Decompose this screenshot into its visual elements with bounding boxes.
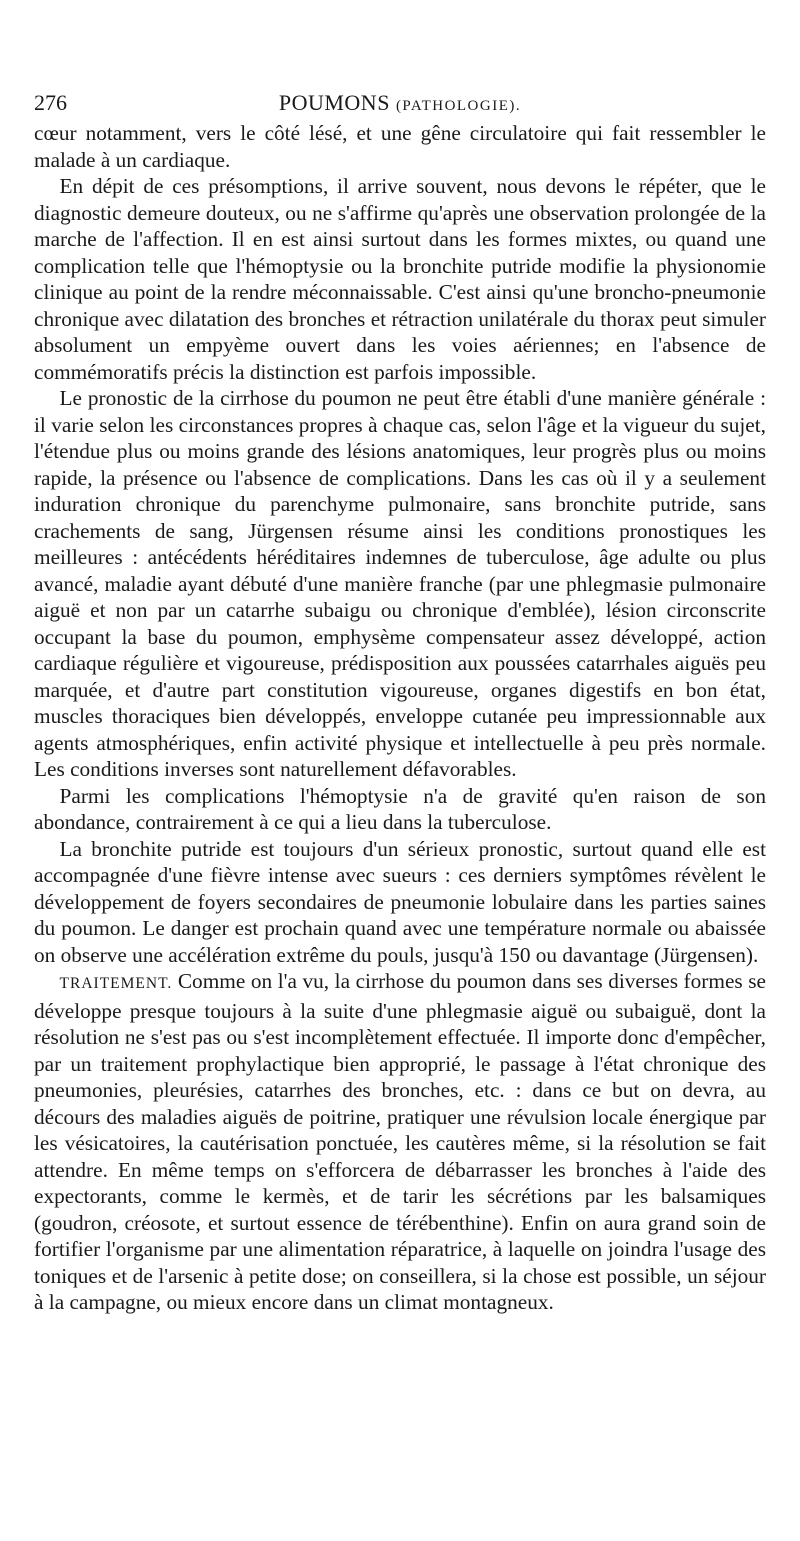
body-text bbox=[34, 120, 766, 1316]
page-header bbox=[34, 88, 766, 118]
paragraph-prognosis bbox=[34, 385, 766, 783]
paragraph-text: cœur notamment, vers le côté lésé, et une gêne circulatoire qui fait ressembler le malade à un cardiaque. bbox=[34, 121, 766, 172]
paragraph-putrid-bronchitis bbox=[34, 836, 766, 969]
running-head-subtitle: (PATHOLOGIE). bbox=[395, 98, 522, 114]
paragraph-text: Parmi les complications l'hémoptysie n'a de gravité qu'en raison de son abondance, contrairement à ce qui a lieu dans la tuberculose. bbox=[34, 783, 766, 834]
page-number: 276 bbox=[34, 90, 67, 115]
paragraph-complications bbox=[34, 783, 766, 836]
running-head bbox=[34, 88, 766, 121]
document-page bbox=[34, 88, 766, 1316]
running-head-title: POUMONS bbox=[278, 90, 390, 115]
paragraph-diagnosis bbox=[34, 173, 766, 385]
section-heading-treatment: TRAITEMENT. bbox=[59, 975, 173, 992]
paragraph-treatment bbox=[34, 968, 766, 1316]
paragraph-continuation bbox=[34, 120, 766, 173]
paragraph-text: Le pronostic de la cirrhose du poumon ne peut être établi d'une manière générale : il varie selon les circonstances propres à chaque cas, selon l'âge et la vigueur du sujet, l'étendue plus ou moins grande des lésions anatomiques, leur progrès plus ou moins rapide, la présence ou l'absence de complications. Dans les cas où il y a seulement induration chronique du parenchyme pulmonaire, sans bronchite putride, sans crachements de sang, Jürgensen résume ainsi les conditions pronostiques les meilleures : antécédents héréditaires indemnes de tuberculose, âge adulte ou plus avancé, maladie ayant débuté d'une manière franche (par une phlegmasie pulmonaire aiguë et non par un catarrhe subaigu ou chronique d'emblée), lésion circonscrite occupant la base du poumon, emphysème compensateur assez développé, action cardiaque régulière et vigoureuse, prédisposition aux poussées catarrhales aiguës peu marquée, et d'autre part constitution vigoureuse, organes digestifs en bon état, muscles thoraciques bien développés, enveloppe cutanée peu impressionnable aux agents atmosphériques, enfin activité physique et intellectuelle à peu près normale. Les conditions inverses sont naturellement défavorables. bbox=[34, 386, 766, 781]
paragraph-text: La bronchite putride est toujours d'un sérieux pronostic, surtout quand elle est accompagnée d'une fièvre intense avec sueurs : ces derniers symptômes révèlent le développement de foyers secondaires de pneumonie lobulaire dans les parties saines du poumon. Le danger est prochain quand avec une température normale ou abaissée on observe une accélération extrême du pouls, jusqu'à 150 ou davantage (Jürgensen). bbox=[34, 836, 766, 967]
paragraph-text: Comme on l'a vu, la cirrhose du poumon dans ses diverses formes se développe presque toujours à la suite d'une phlegmasie aiguë ou subaiguë, dont la résolution ne s'est pas ou s'est incomplètement effectuée. Il importe donc d'empêcher, par un traitement prophylactique bien approprié, le passage à l'état chronique des pneumonies, pleurésies, catarrhes des bronches, etc. : dans ce but on devra, au décours des maladies aiguës de poitrine, pratiquer une révulsion locale énergique par les vésicatoires, la cautérisation ponctuée, les cautères même, si la résolution se fait attendre. En même temps on s'efforcera de débarrasser les bronches à l'aide des expectorants, comme le kermès, et de tarir les sécrétions par les balsamiques (goudron, créosote, et surtout essence de térébenthine). Enfin on aura grand soin de fortifier l'organisme par une alimentation réparatrice, à laquelle on joindra l'usage des toniques et de l'arsenic à petite dose; on conseillera, si la chose est possible, un séjour à la campagne, ou mieux encore dans un climat montagneux. bbox=[34, 969, 766, 1314]
paragraph-text: En dépit de ces présomptions, il arrive souvent, nous devons le répéter, que le diagnostic demeure douteux, ou ne s'affirme qu'après une observation prolongée de la marche de l'affection. Il en est ainsi surtout dans les formes mixtes, ou quand une complication telle que l'hémoptysie ou la bronchite putride modifie la physionomie clinique au point de la rendre méconnaissable. C'est ainsi qu'une broncho-pneumonie chronique avec dilatation des bronches et rétraction unilatérale du thorax peut simuler absolument un empyème ouvert dans les voies aériennes; en l'absence de commémoratifs précis la distinction est parfois impossible. bbox=[34, 174, 766, 384]
